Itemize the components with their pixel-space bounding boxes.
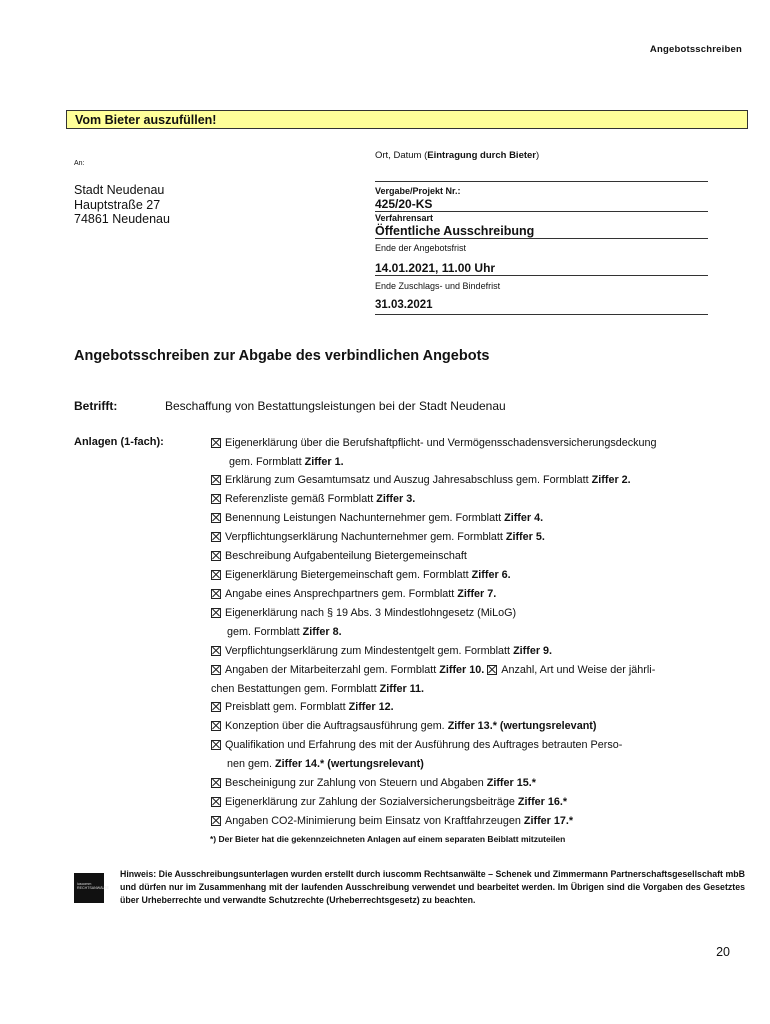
bindefrist-value: 31.03.2021	[375, 299, 708, 315]
checked-checkbox[interactable]	[211, 816, 221, 826]
attachment-text: Angabe eines Ansprechpartners gem. Formblatt	[225, 588, 458, 600]
attachment-text: Erklärung zum Gesamtumsatz und Auszug Jahresabschluss gem. Formblatt	[225, 474, 592, 486]
attachment-ziffer: Ziffer 2.	[591, 474, 631, 486]
attachment-ziffer: Ziffer 5.	[505, 531, 545, 543]
attachment-item	[227, 626, 342, 638]
vergabe-label: Vergabe/Projekt Nr.:	[375, 186, 461, 196]
betrifft-label: Betrifft:	[74, 399, 118, 413]
attachment-ziffer: Ziffer 11.	[379, 683, 425, 695]
attachment-text: Eigenerklärung Bietergemeinschaft gem. Formblatt	[225, 569, 472, 581]
attachment-text: Konzeption über die Auftragsausführung gem.	[225, 720, 448, 732]
attachment-ziffer: Ziffer 10.	[439, 664, 485, 676]
recipient-line: Stadt Neudenau	[74, 183, 165, 197]
attachment-text: Eigenerklärung zur Zahlung der Sozialversicherungsbeiträge	[225, 796, 518, 808]
betrifft-value: Beschaffung von Bestattungsleistungen bei der Stadt Neudenau	[165, 399, 506, 413]
attachment-text: Referenzliste gemäß Formblatt	[225, 493, 377, 505]
recipient-address	[74, 183, 170, 227]
attachment-ziffer: Ziffer 13.* (wertungsrelevant)	[447, 720, 597, 732]
checked-checkbox[interactable]	[211, 740, 221, 750]
checked-checkbox[interactable]	[211, 532, 221, 542]
attachment-item	[211, 474, 631, 486]
vergabe-value: 425/20-KS	[375, 197, 708, 212]
attachment-item	[211, 645, 552, 657]
checked-checkbox[interactable]	[211, 646, 221, 656]
attachment-ziffer: Ziffer 12.	[348, 701, 394, 713]
attachment-item	[211, 720, 596, 732]
fill-in-banner: Vom Bieter auszufüllen!	[66, 110, 748, 129]
ort-suffix: )	[536, 150, 540, 161]
attachment-text: Verpflichtungserklärung zum Mindestentgelt gem. Formblatt	[225, 645, 514, 657]
checked-checkbox[interactable]	[211, 438, 221, 448]
attachment-item	[227, 758, 424, 770]
attachment-text: Benennung Leistungen Nachunternehmer gem. Formblatt	[225, 512, 505, 524]
attachment-ziffer: Ziffer 17.*	[523, 815, 574, 827]
attachment-ziffer: Ziffer 3.	[376, 493, 416, 505]
attachment-text: Anzahl, Art und Weise der jährli-	[501, 664, 656, 676]
anlagen-label: Anlagen (1-fach):	[74, 436, 164, 448]
checked-checkbox[interactable]	[211, 702, 221, 712]
header-title: Angebotsschreiben	[649, 44, 742, 55]
angebotsfrist-label: Ende der Angebotsfrist	[375, 243, 467, 253]
attachment-text: gem. Formblatt	[227, 626, 303, 638]
checked-checkbox[interactable]	[211, 608, 221, 618]
checked-checkbox[interactable]	[211, 475, 221, 485]
checked-checkbox[interactable]	[211, 778, 221, 788]
attachment-text: Beschreibung Aufgabenteilung Bietergemeinschaft	[225, 550, 467, 562]
verfahren-label: Verfahrensart	[375, 213, 434, 223]
company-logo	[74, 873, 109, 903]
attachment-text: Angaben CO2-Minimierung beim Einsatz von Kraftfahrzeugen	[225, 815, 524, 827]
attachment-ziffer: Ziffer 14.* (wertungsrelevant)	[275, 758, 424, 770]
attachment-item	[211, 701, 394, 713]
attachment-item	[211, 531, 545, 543]
attachment-ziffer: Ziffer 6.	[471, 569, 511, 581]
attachment-ziffer: Ziffer 1.	[304, 456, 344, 468]
attachment-text: Eigenerklärung über die Berufshaftpflicht- und Vermögensschadensversicherungsdeckung	[225, 437, 657, 449]
attachment-text: Qualifikation und Erfahrung des mit der Ausführung des Auftrages betrauten Perso-	[225, 739, 623, 751]
attachment-item	[211, 588, 496, 600]
checked-checkbox[interactable]	[211, 494, 221, 504]
attachment-item	[211, 607, 516, 619]
attachment-item	[211, 739, 622, 751]
attachment-item	[211, 550, 467, 562]
attachment-ziffer: Ziffer 16.*	[517, 796, 568, 808]
attachment-text: Bescheinigung zur Zahlung von Steuern und Abgaben	[225, 777, 487, 789]
checked-checkbox[interactable]	[211, 570, 221, 580]
attachment-item	[229, 456, 344, 468]
attachment-text: gem. Formblatt	[229, 456, 305, 468]
attachment-item	[211, 437, 657, 449]
attachment-item	[211, 664, 655, 676]
logo-text: iuscomm RECHTSANWÄLTE	[77, 882, 109, 891]
attachment-ziffer: Ziffer 7.	[457, 588, 497, 600]
attachment-item	[211, 493, 415, 505]
checked-checkbox[interactable]	[487, 665, 497, 675]
checked-checkbox[interactable]	[211, 513, 221, 523]
recipient-an-label: An:	[74, 160, 85, 167]
recipient-line: 74861 Neudenau	[74, 212, 170, 226]
page-title: Angebotsschreiben zur Abgabe des verbindlichen Angebots	[74, 348, 490, 364]
attachment-ziffer: Ziffer 8.	[302, 626, 342, 638]
copyright-hint: Hinweis: Die Ausschreibungsunterlagen wurden erstellt durch iuscomm Rechtsanwälte – Schenek und Zimmermann Partnerschaftsgesellschaft mbB und dürfen nur im Zusammenhang mit der laufenden Ausschreibung verwendet und bearbeitet werden. Im Übrigen sind die Vorgaben des Gesetztes über Urheberrechte und verwandte Schutzrechte (Urheberrechtsgesetz) zu beachten.	[120, 869, 745, 905]
ort-datum-label	[375, 150, 708, 161]
attachment-text: nen gem.	[227, 758, 276, 770]
attachment-text: Angaben der Mitarbeiterzahl gem. Formblatt	[225, 664, 440, 676]
attachment-item	[211, 512, 543, 524]
checked-checkbox[interactable]	[211, 551, 221, 561]
ort-bold: Eintragung durch Bieter	[427, 150, 536, 161]
ort-prefix: Ort, Datum (	[375, 150, 428, 161]
attachment-item	[211, 777, 536, 789]
footnote: *) Der Bieter hat die gekennzeichneten Anlagen auf einem separaten Beiblatt mitzuteilen	[210, 834, 566, 844]
attachment-text: Preisblatt gem. Formblatt	[225, 701, 349, 713]
attachment-text: Verpflichtungserklärung Nachunternehmer gem. Formblatt	[225, 531, 506, 543]
attachment-item	[211, 569, 511, 581]
angebotsfrist-value: 14.01.2021, 11.00 Uhr	[375, 261, 708, 276]
checked-checkbox[interactable]	[211, 797, 221, 807]
checked-checkbox[interactable]	[211, 721, 221, 731]
attachment-ziffer: Ziffer 9.	[513, 645, 553, 657]
page-number: 20	[716, 945, 730, 959]
ort-datum-input-line[interactable]	[375, 181, 708, 182]
verfahren-value: Öffentliche Ausschreibung	[375, 224, 708, 239]
attachment-ziffer: Ziffer 15.*	[486, 777, 536, 789]
attachment-item	[211, 815, 573, 827]
bindefrist-label: Ende Zuschlags- und Bindefrist	[375, 281, 501, 291]
attachment-ziffer: Ziffer 4.	[504, 512, 544, 524]
recipient-line: Hauptstraße 27	[74, 197, 161, 212]
attachment-item	[211, 683, 424, 695]
checked-checkbox[interactable]	[211, 589, 221, 599]
checked-checkbox[interactable]	[211, 665, 221, 675]
attachment-item	[211, 796, 567, 808]
attachment-text: chen Bestattungen gem. Formblatt	[211, 683, 380, 695]
attachment-text: Eigenerklärung nach § 19 Abs. 3 Mindestlohngesetz (MiLoG)	[225, 607, 517, 619]
